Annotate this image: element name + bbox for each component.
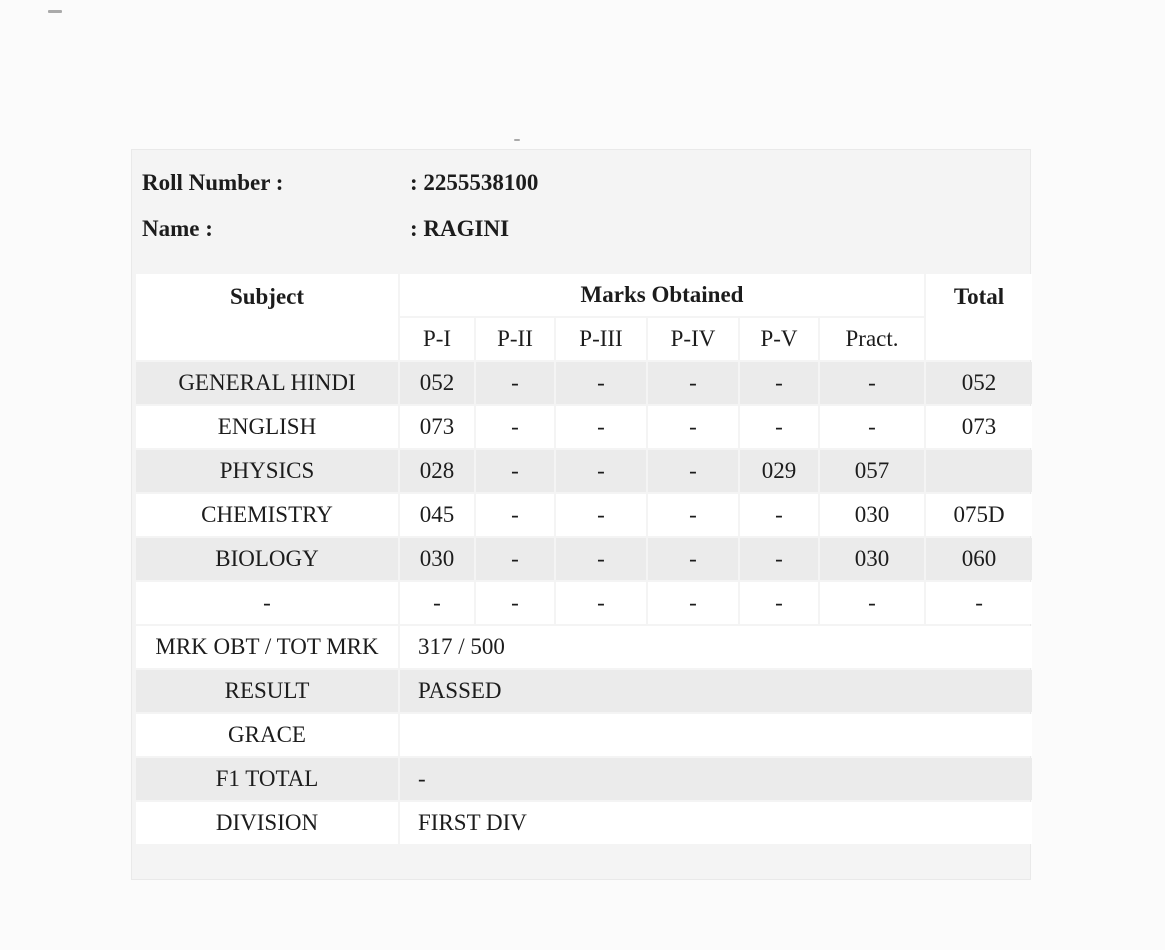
mark-cell: - — [740, 362, 818, 404]
mark-cell: - — [740, 538, 818, 580]
subject-cell: - — [136, 582, 398, 624]
subject-header: Subject — [136, 274, 398, 360]
mark-cell: 030 — [400, 538, 474, 580]
summary-label: F1 TOTAL — [136, 758, 398, 800]
table-row — [136, 362, 1032, 404]
table-row — [136, 494, 1032, 536]
total-cell: 060 — [926, 538, 1032, 580]
mark-cell: - — [820, 406, 924, 448]
summary-value: 317 / 500 — [400, 626, 1032, 668]
mark-cell: - — [648, 494, 738, 536]
mark-cell: - — [740, 582, 818, 624]
mark-cell: - — [476, 362, 554, 404]
table-row — [136, 406, 1032, 448]
mark-cell: - — [476, 450, 554, 492]
summary-row — [136, 802, 1032, 844]
part-header: P-IV — [648, 318, 738, 360]
total-cell — [926, 450, 1032, 492]
mark-cell: - — [556, 450, 646, 492]
summary-label: DIVISION — [136, 802, 398, 844]
summary-row — [136, 714, 1032, 756]
mark-cell: - — [820, 582, 924, 624]
mark-cell: - — [740, 406, 818, 448]
summary-label: MRK OBT / TOT MRK — [136, 626, 398, 668]
mark-cell: - — [648, 406, 738, 448]
subject-cell: PHYSICS — [136, 450, 398, 492]
summary-value: FIRST DIV — [400, 802, 1032, 844]
scan-speck — [48, 10, 62, 13]
mark-cell: - — [820, 362, 924, 404]
mark-cell: - — [476, 494, 554, 536]
mark-cell: - — [648, 450, 738, 492]
marks-obtained-header: Marks Obtained — [400, 274, 924, 316]
mark-cell: - — [556, 406, 646, 448]
total-cell: 052 — [926, 362, 1032, 404]
table-row — [136, 450, 1032, 492]
total-header: Total — [926, 274, 1032, 360]
summary-row — [136, 626, 1032, 668]
table-row — [136, 538, 1032, 580]
marks-table — [134, 272, 1034, 846]
mark-cell: 030 — [820, 494, 924, 536]
mark-cell: 052 — [400, 362, 474, 404]
mark-cell: - — [556, 362, 646, 404]
roll-number-value: : 2255538100 — [410, 170, 539, 195]
summary-row — [136, 670, 1032, 712]
subject-cell: GENERAL HINDI — [136, 362, 398, 404]
part-header: P-V — [740, 318, 818, 360]
mark-cell: - — [476, 582, 554, 624]
mark-cell: - — [476, 538, 554, 580]
table-row — [136, 582, 1032, 624]
mark-cell: 028 — [400, 450, 474, 492]
table-header-row — [136, 274, 1032, 316]
mark-cell: 030 — [820, 538, 924, 580]
mark-cell: 073 — [400, 406, 474, 448]
subject-cell: ENGLISH — [136, 406, 398, 448]
subject-cell: CHEMISTRY — [136, 494, 398, 536]
scan-speck — [514, 139, 520, 141]
name-label: Name : — [142, 216, 213, 241]
summary-value: PASSED — [400, 670, 1032, 712]
mark-cell: 045 — [400, 494, 474, 536]
total-cell: 075D — [926, 494, 1032, 536]
part-header: P-III — [556, 318, 646, 360]
mark-cell: - — [476, 406, 554, 448]
mark-cell: - — [648, 538, 738, 580]
mark-cell: - — [648, 582, 738, 624]
mark-cell: - — [556, 538, 646, 580]
part-header: P-II — [476, 318, 554, 360]
summary-row — [136, 758, 1032, 800]
summary-value — [400, 714, 1032, 756]
part-header: P-I — [400, 318, 474, 360]
part-header: Pract. — [820, 318, 924, 360]
mark-cell: 057 — [820, 450, 924, 492]
mark-cell: 029 — [740, 450, 818, 492]
summary-value: - — [400, 758, 1032, 800]
total-cell: - — [926, 582, 1032, 624]
mark-cell: - — [556, 494, 646, 536]
summary-label: RESULT — [136, 670, 398, 712]
mark-cell: - — [740, 494, 818, 536]
mark-cell: - — [648, 362, 738, 404]
name-value: : RAGINI — [410, 216, 510, 241]
mark-cell: - — [556, 582, 646, 624]
mark-cell: - — [400, 582, 474, 624]
subject-cell: BIOLOGY — [136, 538, 398, 580]
summary-label: GRACE — [136, 714, 398, 756]
roll-number-label: Roll Number : — [142, 170, 284, 195]
total-cell: 073 — [926, 406, 1032, 448]
